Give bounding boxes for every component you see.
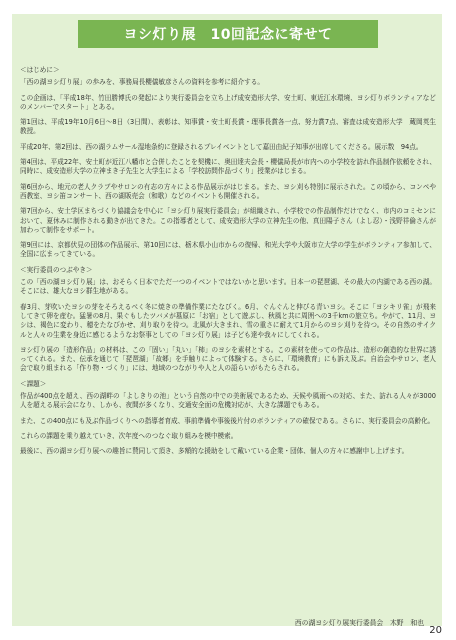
page-title: ヨシ灯り展 10回記念に寄せて bbox=[123, 27, 333, 43]
paragraph: 第1回は、平成19年10月6日～8日（3日間）、表彰は、知事賞・安土町長賞・理事長賞各一点、努力賞7点、審査は成安造形大学 蔵岡英生教授。 bbox=[20, 118, 436, 136]
paragraph: 作品が400点を超え、西の湖畔の「よしきりの池」という自然の中での美術展であるため、天候や風雨への対応、また、訪れる人々が3000人を超える展示会になり、しかも、夜間が多くなり、交通安全面の危機対応が、大きな課題でもある。 bbox=[20, 392, 436, 410]
title-banner bbox=[78, 20, 378, 48]
paragraph: また、この400点にも及ぶ作品づくりへの指導者育成、事前準備や事後後片付のボランティアの確保である。さらに、実行委員会の高齢化。 bbox=[20, 416, 435, 425]
article-body bbox=[20, 66, 436, 463]
paragraph: 第6回から、地元の老人クラブやサロンの有志の方々による作品展示がはじまる。また、ヨシ刈も特別に展示された。この頃から、コンペや西教室、ヨシ笛コンサート、西の湖販売会（和歌）などのイベントも開催される。 bbox=[20, 182, 436, 200]
paragraph: ヨシ灯り展の「造形作品」の材料は、この「固い」「丸い」「柿」のヨシを素材とする。この素材を使っての作品は、造形の創造的な世界に誘ってくれる。また、伝承を通じて「琵琶湖」「故郷」を手触りによって体験する。さらに、「環境教育」にも訴え及ぶ。自治会やサロン、老人会で取り組まれる「作り物・づくり」には、地域のつながりや人と人の語らいがもたらされる。 bbox=[20, 345, 436, 373]
section-heading: ＜課題＞ bbox=[20, 379, 47, 388]
paragraph: 第7回から、安土学区まちづくり協議会を中心に「ヨシ灯り展実行委員会」が組織され、小学校での作品制作だけでなく、市内のコミセンにおいて、夏休みに制作される動きが出てきた。この指導者として、成安造形大学の立神先生の他、真田陽子さん（よし忍）・浅野祥倫さんが加わって制作をサポート。 bbox=[20, 207, 436, 234]
paragraph: 第9回には、京都伏見の団体の作品展示、第10回には、栃木県小山市からの復帰、和光大学や大阪市立大学の学生がボランティア参加して、全国に広まってきている。 bbox=[20, 241, 436, 259]
paragraph: 最後に、西の湖ヨシ灯り展への趣旨に賛同して頂き、多額的な援助をして戴いている企業・団体、個人の方々に感謝申し上げます。 bbox=[20, 447, 409, 456]
section-heading: ＜実行委員のつぶやき＞ bbox=[20, 265, 93, 274]
section-heading: ＜はじめに＞ bbox=[20, 66, 60, 74]
page-panel bbox=[12, 14, 442, 626]
signature: 西の湖ヨシ灯り展実行委員会 木野 和也 bbox=[294, 619, 424, 627]
paragraph: これらの課題を乗り越えていき、次年度へのつなぐ取り組みを模中模索。 bbox=[20, 431, 238, 440]
paragraph: この「西の湖ヨシ灯り展」は、おそらく日本でただ一つのイベントではないかと思います。日本一の琵琶湖、その最大の内湖である西の湖。そこには、雄大なヨシ群生地がある。 bbox=[20, 278, 436, 296]
paragraph: 「西の湖ヨシ灯り展」の歩みを、事務局長櫻儀敏彦さんの資料を参考に紹介する。 bbox=[20, 78, 264, 87]
paragraph: 春3月、芽吹いたヨシの芽をそろえるべく冬に焼きの準備作業にたなびく。6月、ぐんぐんと伸びる青いヨシ。そこに「ヨシキリ雀」が飛来してきて卵を産む。猛暑の8月、果ぐもしたツバメが墓原に「お宿」として遊ぶし、秋風と共に周囲への3千kmの旅立ち。やがて、11月、ヨシは、褐色に変わり、穂をたなびかせ、刈り取りを待つ。北風が大きまれ、雪の重さに耐えて1月からのヨシ刈りを待つ。その自然のサイクルと人々の生業を身近に感じるようなお祭事としての「ヨシ灯り展」は子ども達や我々にしてくれる。 bbox=[20, 302, 436, 339]
paragraph: 平成20年、第2回は、西の湖ラムサール湿地条約に登録されるプレイベントとして嘉田由紀子知事が出席してくださる。展示数 94点。 bbox=[20, 142, 423, 151]
paragraph: この企画は、「平成18年、竹田勝博氏の発起により実行委員会を立ち上げ成安造形大学、安土町、東近江水環境、ヨシ灯りボランティアなどのメンバーでスタート」とある。 bbox=[20, 93, 436, 111]
page-number: 20 bbox=[429, 625, 442, 636]
paragraph: 第4回は、平成22年、安土町が近江八幡市と合併したことを契機に、奥田達夫会長・櫻儀局長が市内への小学校を訪れ作品制作依頼をされ、同時に、成安造形大学の立神まき子先生と大学生による「学校訪問作品づくり」授業がはじまる。 bbox=[20, 158, 436, 176]
